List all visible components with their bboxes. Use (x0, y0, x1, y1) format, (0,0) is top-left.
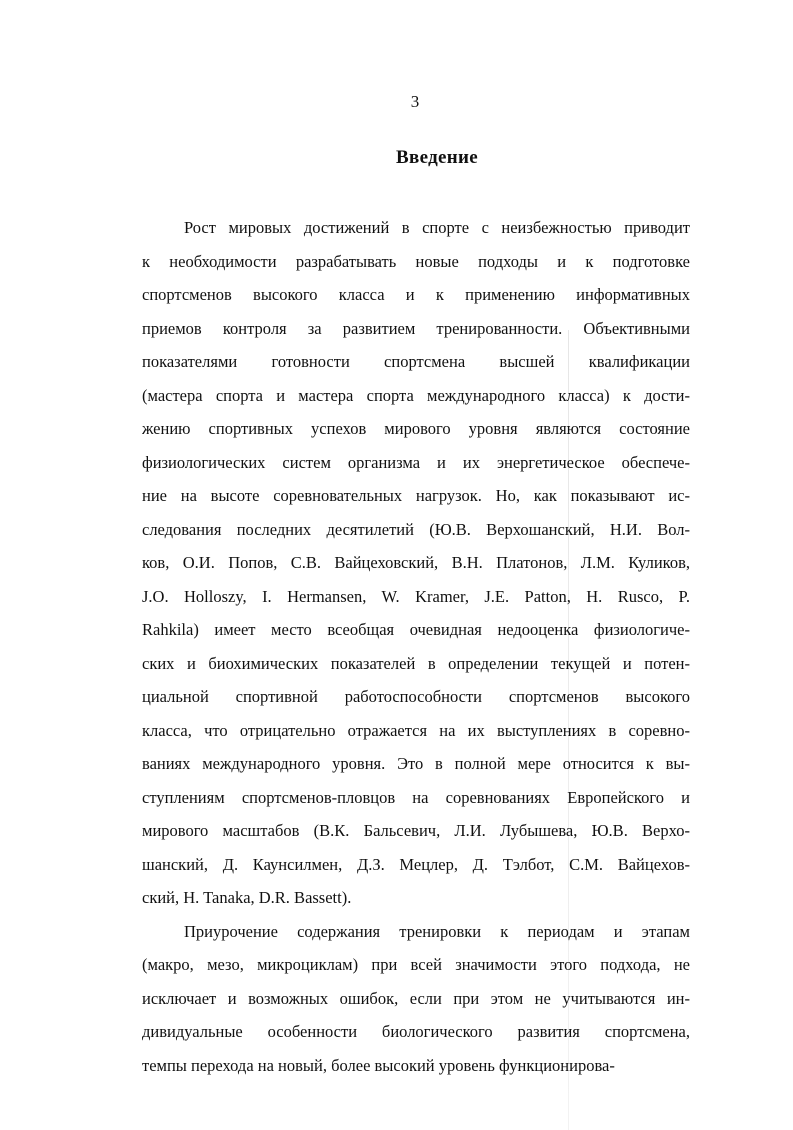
text-line: темпы перехода на новый, более высокий уровень функционирова- (142, 1055, 615, 1075)
text-line: ваниях международного уровня. Это в полной мере относится к вы- (142, 754, 690, 773)
text-line: циальной спортивной работоспособности спортсменов высокого (142, 687, 690, 706)
text-line: ский, H. Tanaka, D.R. Bassett). (142, 888, 352, 907)
text-line: жению спортивных успехов мирового уровня являются состояние (142, 419, 690, 438)
text-line: дивидуальные особенности биологического развития спортсмена, (142, 1022, 690, 1041)
text-line: класса, что отрицательно отражается на их выступлениях в соревно- (142, 720, 690, 740)
page-number: 3 (410, 92, 420, 111)
text-line: Rahkila) имеет место всеобщая очевидная недооценка физиологиче- (142, 620, 690, 639)
text-line: Приурочение содержания тренировки к периодам и этапам (184, 921, 690, 941)
text-line: физиологических систем организма и их энергетическое обеспече- (142, 452, 690, 472)
text-line: Рост мировых достижений в спорте с неизбежностью приводит (184, 218, 690, 237)
text-line: к необходимости разрабатывать новые подходы и к подготовке (142, 251, 690, 271)
text-line: (мастера спорта и мастера спорта международного класса) к дости- (142, 385, 690, 405)
text-line: показателями готовности спортсмена высшей квалификации (142, 352, 690, 371)
text-line: исключает и возможных ошибок, если при этом не учитываются ин- (142, 988, 690, 1008)
body-text (142, 217, 690, 1088)
text-line: ских и биохимических показателей в определении текущей и потен- (142, 653, 690, 673)
text-line: ние на высоте соревновательных нагрузок. Но, как показывают ис- (142, 486, 690, 505)
page-title: Введение (396, 147, 478, 168)
text-line: шанский, Д. Каунсилмен, Д.З. Мецлер, Д. Тэлбот, С.М. Вайцехов- (142, 854, 690, 874)
text-line: следования последних десятилетий (Ю.В. Верхошанский, Н.И. Вол- (142, 519, 690, 539)
paragraph (142, 217, 690, 921)
text-line: J.O. Holloszy, I. Hermansen, W. Kramer, J.E. Patton, H. Rusco, P. (142, 586, 690, 606)
text-line: (макро, мезо, микроциклам) при всей значимости этого подхода, не (142, 955, 690, 974)
text-line: ступлениям спортсменов-пловцов на соревнованиях Европейского и (142, 787, 690, 807)
text-line: мирового масштабов (В.К. Бальсевич, Л.И. Лубышева, Ю.В. Верхо- (142, 821, 690, 840)
text-line: приемов контроля за развитием тренированности. Объективными (142, 318, 690, 338)
text-line: спортсменов высокого класса и к применению информативных (142, 285, 690, 304)
paragraph (142, 921, 690, 1089)
text-line: ков, О.И. Попов, С.В. Вайцеховский, В.Н. Платонов, Л.М. Куликов, (142, 553, 690, 572)
